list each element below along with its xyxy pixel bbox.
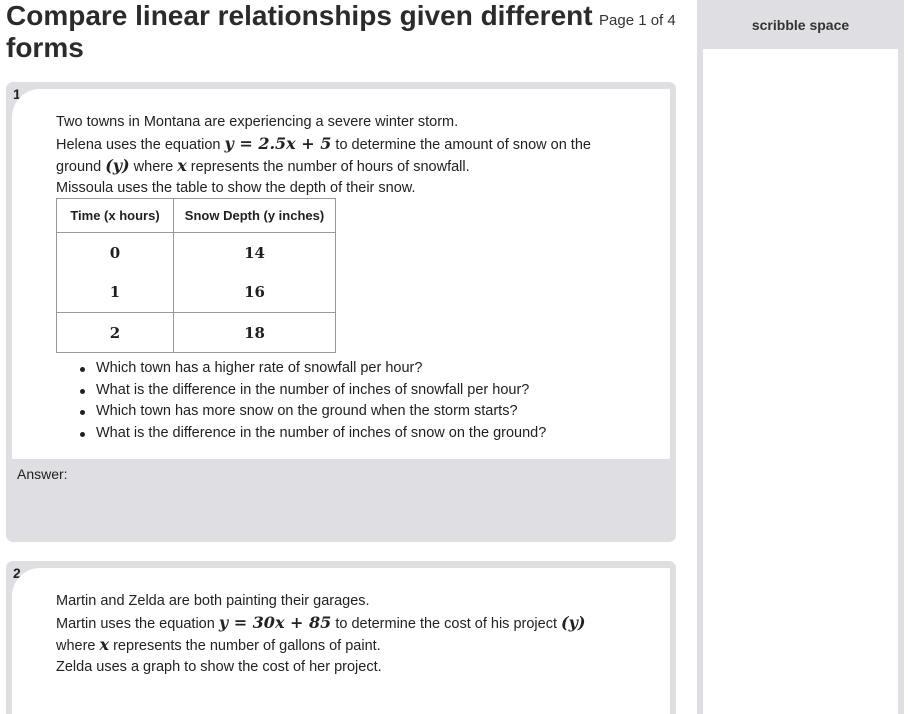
table-cell: 18 [174, 313, 336, 353]
question-line [56, 155, 470, 178]
question-body [12, 568, 670, 714]
list-item: Which town has a higher rate of snowfall per hour? [96, 358, 546, 380]
question-card-2 [6, 561, 676, 714]
question-number: 2 [13, 565, 21, 581]
table-cell: 16 [174, 273, 336, 313]
page-title: Compare linear relationships given different forms [6, 0, 593, 63]
table-row [57, 273, 336, 313]
text-segment: to determine the cost of his project [331, 616, 561, 632]
scribble-area[interactable] [703, 49, 898, 714]
text-segment: where [129, 159, 178, 175]
text-segment: ground [56, 159, 106, 175]
question-line [56, 612, 585, 635]
variable: x [177, 156, 187, 175]
table-cell: 0 [57, 233, 174, 273]
text-segment: where [56, 638, 100, 654]
text-segment: represents the number of gallons of paint. [109, 638, 381, 654]
text-segment: Martin uses the equation [56, 616, 219, 632]
scribble-panel [697, 0, 904, 714]
question-body [12, 89, 670, 459]
text-segment: represents the number of hours of snowfall. [186, 159, 470, 175]
page-indicator: Page 1 of 4 [599, 12, 676, 29]
list-item: Which town has more snow on the ground when the storm starts? [96, 401, 546, 423]
question-list [96, 358, 546, 444]
variable: (y) [561, 613, 586, 632]
scribble-label: scribble space [751, 16, 850, 33]
table-cell: 2 [57, 313, 174, 353]
table-cell: 1 [57, 273, 174, 313]
question-card-1 [6, 82, 676, 542]
equation: y = 2.5x + 5 [224, 134, 332, 153]
variable: x [99, 635, 110, 654]
question-line: Missoula uses the table to show the depth of their snow. [56, 180, 416, 196]
table-header: Snow Depth (y inches) [174, 199, 336, 233]
list-item: What is the difference in the number of inches of snow on the ground? [96, 423, 546, 445]
question-intro: Martin and Zelda are both painting their garages. [56, 593, 370, 609]
answer-label: Answer: [17, 466, 68, 482]
table-header: Time (x hours) [57, 199, 174, 233]
list-item: What is the difference in the number of inches of snowfall per hour? [96, 380, 546, 402]
text-segment: Helena uses the equation [56, 137, 225, 153]
question-intro: Two towns in Montana are experiencing a severe winter storm. [56, 114, 459, 130]
table-row [57, 233, 336, 273]
question-line [56, 133, 591, 156]
variable: (y) [105, 156, 130, 175]
question-line [56, 634, 381, 657]
snow-depth-table [56, 198, 336, 353]
equation: y = 30x + 85 [218, 613, 332, 632]
table-cell: 14 [174, 233, 336, 273]
text-segment: to determine the amount of snow on the [331, 137, 591, 153]
question-number: 1 [13, 86, 21, 102]
question-line: Zelda uses a graph to show the cost of her project. [56, 659, 382, 675]
table-row [57, 313, 336, 353]
